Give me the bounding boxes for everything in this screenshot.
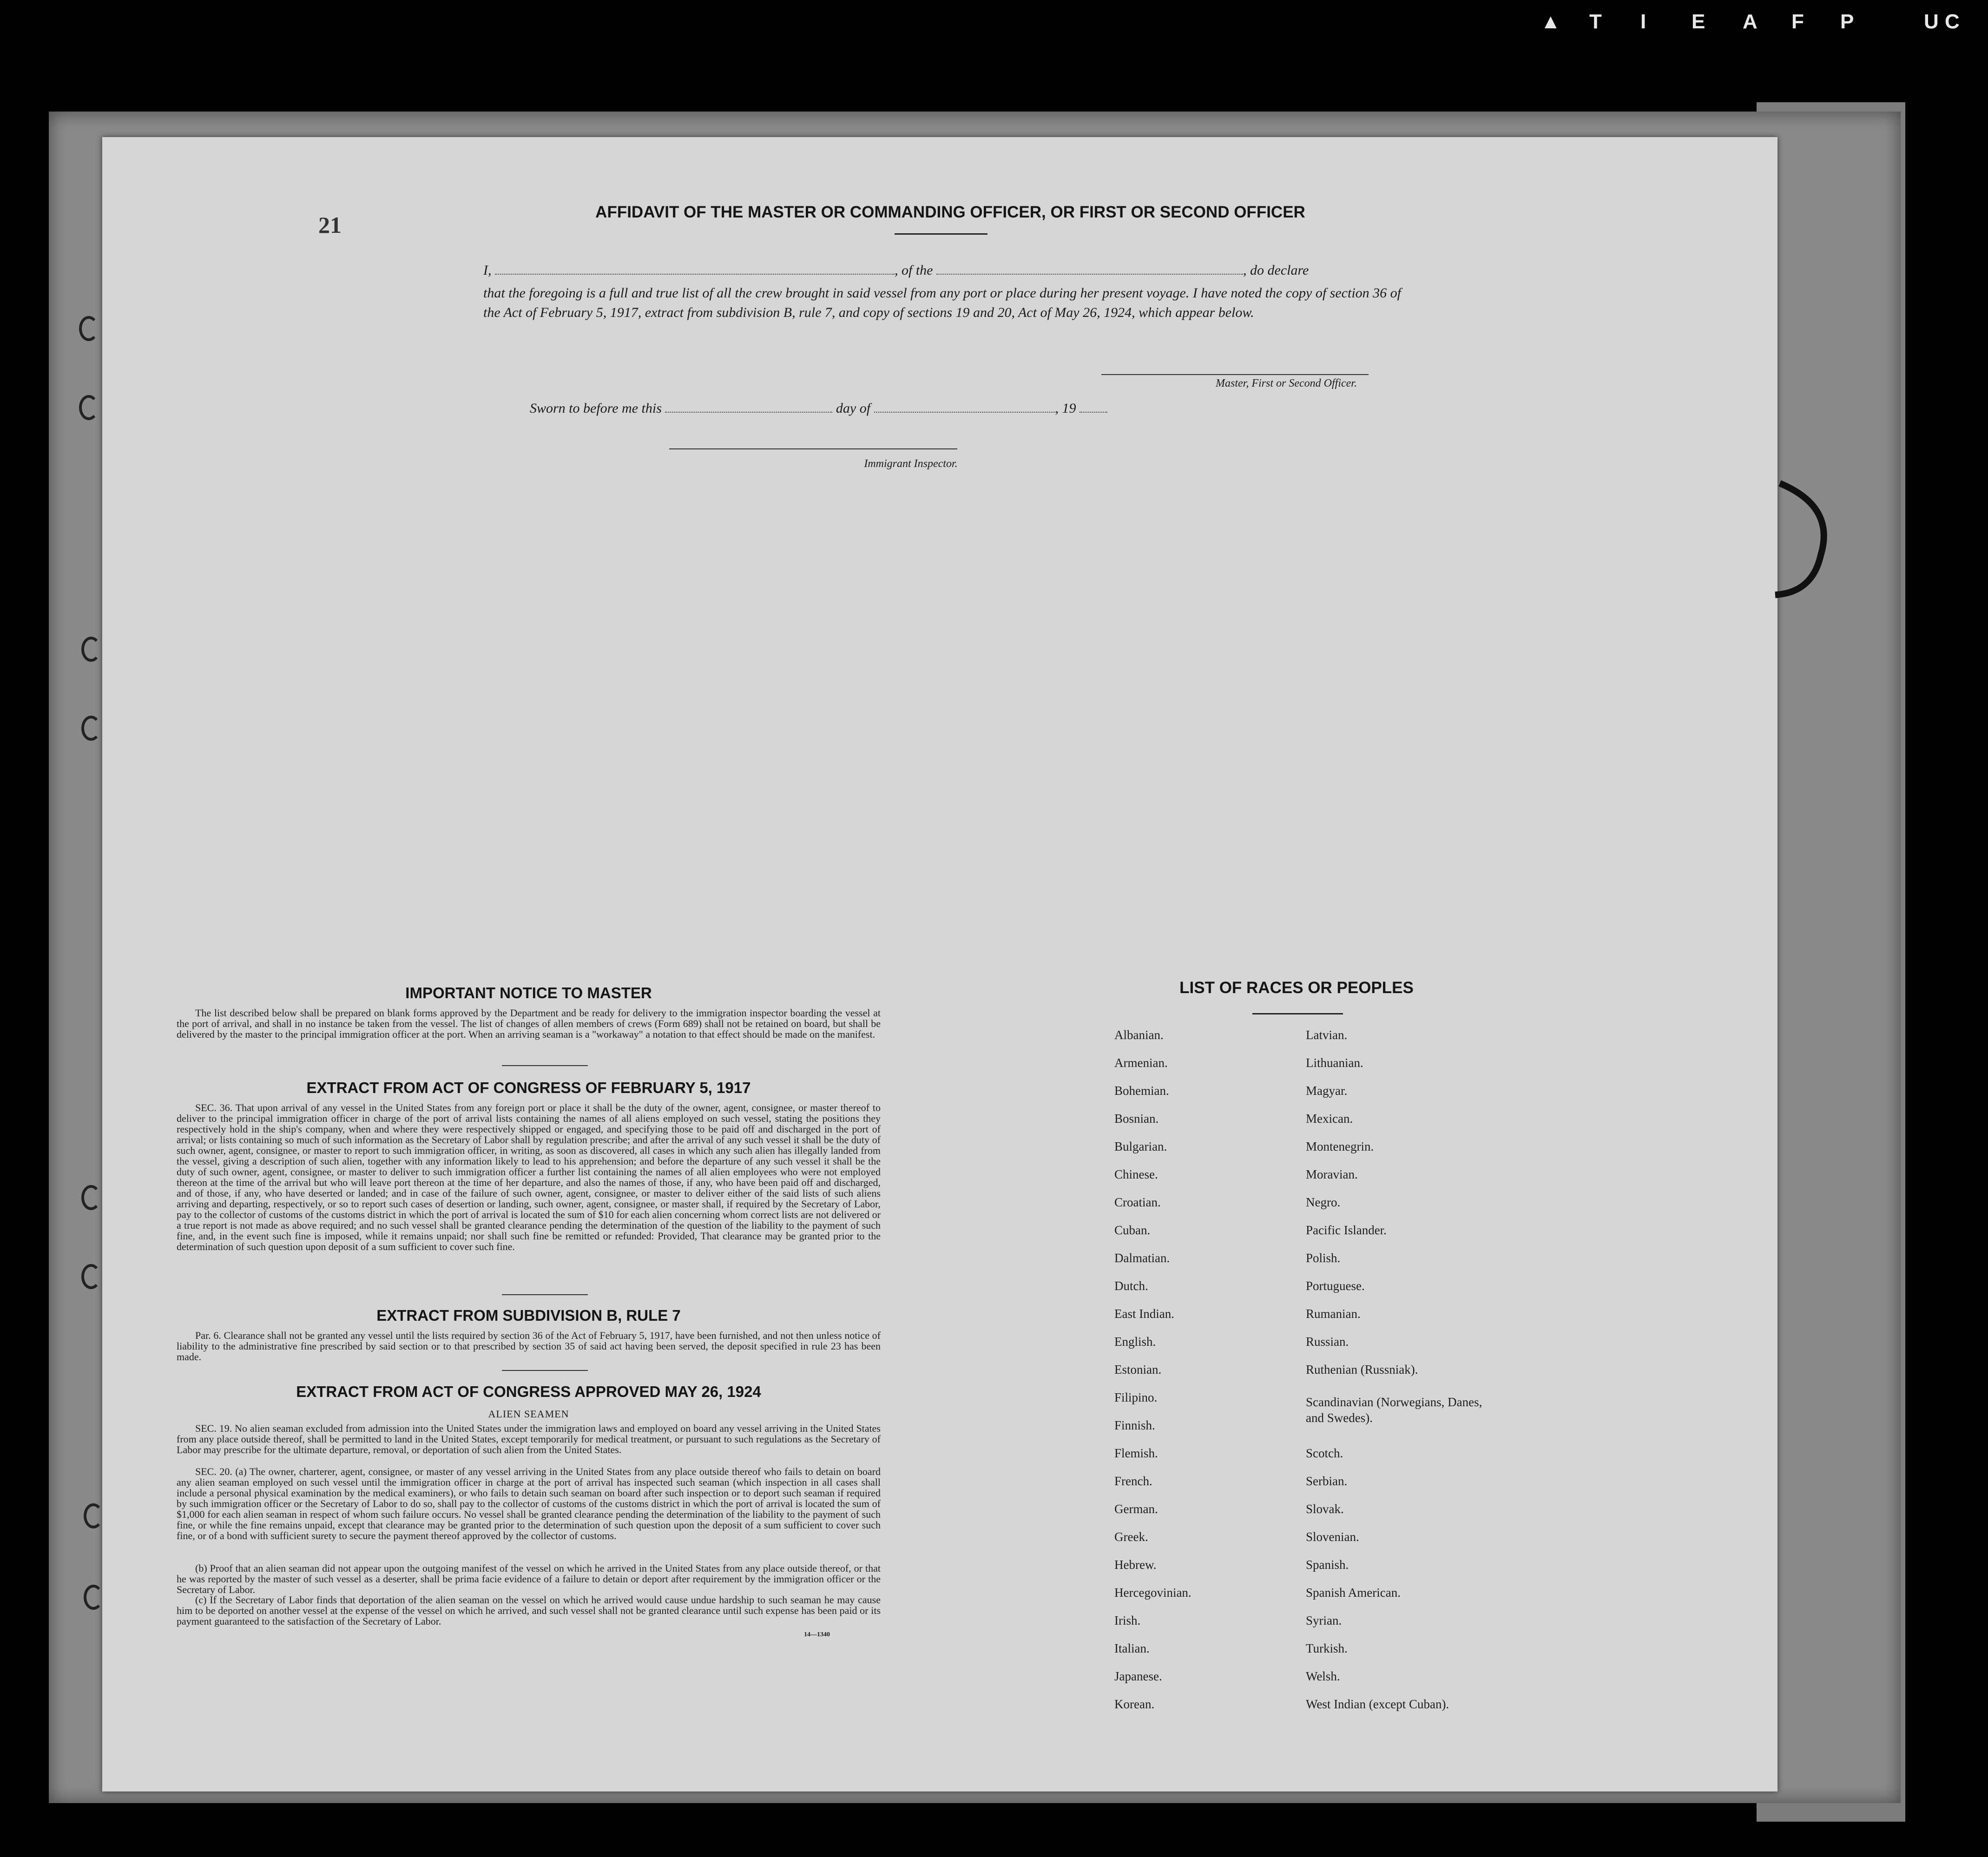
sworn-day-blank[interactable] bbox=[665, 412, 832, 413]
top-mark: U bbox=[1924, 10, 1940, 33]
affidavit-body: that the foregoing is a full and true list of all the crew brought in said vessel from any port or place during her present voyage. I have noted the copy of section 36 of the Act of February 5, 1917, extract from subdivision B, rule 7, and copy of sections 19 and 20, Act of May 26, 1924, which appear below. bbox=[483, 285, 1401, 320]
sworn-label: Sworn to before me this bbox=[530, 401, 662, 416]
race-item: Bulgarian. bbox=[1114, 1139, 1167, 1153]
extract-rule7-title: EXTRACT FROM SUBDIVISION B, RULE 7 bbox=[376, 1307, 681, 1324]
extract-rule7-text: Par. 6. Clearance shall not be granted any vessel until the lists required by section 36 of the Act of February 5, 1917, have been furnished, and not then unless notice of liability to the administrative fine prescribed by said section or to that prescribed by section 35 of said act having been served, the deposit specified in rule 23 has been made. bbox=[177, 1330, 881, 1363]
race-item: West Indian (except Cuban). bbox=[1306, 1697, 1449, 1711]
affidavit-title: AFFIDAVIT OF THE MASTER OR COMMANDING OFFICER, OR FIRST OR SECOND OFFICER bbox=[595, 203, 1305, 221]
race-item: Rumanian. bbox=[1306, 1307, 1361, 1321]
race-item: Korean. bbox=[1114, 1697, 1155, 1711]
race-item: Turkish. bbox=[1306, 1641, 1348, 1655]
binder-hole-icon bbox=[84, 1503, 103, 1528]
signature-label: Master, First or Second Officer. bbox=[1216, 377, 1357, 389]
extract-1917-title: EXTRACT FROM ACT OF CONGRESS OF FEBRUARY 5, 1917 bbox=[306, 1079, 751, 1096]
section-divider bbox=[502, 1370, 588, 1371]
race-item: Montenegrin. bbox=[1306, 1139, 1374, 1153]
race-item: Irish. bbox=[1114, 1613, 1141, 1627]
race-item: Negro. bbox=[1306, 1195, 1341, 1209]
binder-hole-icon bbox=[81, 1185, 101, 1210]
sworn-year-blank[interactable] bbox=[1080, 412, 1107, 413]
race-item: Scandinavian (Norwegians, Danes, and Swedes). bbox=[1306, 1395, 1482, 1425]
sec20c-text: (c) If the Secretary of Labor finds that deportation of the alien seaman on the vessel on which he arrived would cause undue hardship to such seaman he may cause him to be deported on another vessel at the expense of the vessel on which he arrived, and such vessel shall not be granted clearance until such expense has been paid or its payment guaranteed to the satisfaction of the Secretary of Labor. bbox=[177, 1594, 881, 1627]
race-item: Estonian. bbox=[1114, 1363, 1162, 1376]
races-title: LIST OF RACES OR PEOPLES bbox=[1179, 979, 1414, 997]
extract-1924-subtitle: ALIEN SEAMEN bbox=[488, 1408, 569, 1420]
race-item: Chinese. bbox=[1114, 1167, 1158, 1181]
top-mark: A bbox=[1743, 10, 1758, 33]
year-label: , 19 bbox=[1055, 401, 1076, 416]
top-mark: F bbox=[1791, 10, 1805, 33]
top-mark: C bbox=[1945, 10, 1961, 33]
race-item: Pacific Islander. bbox=[1306, 1223, 1387, 1237]
race-item: Hercegovinian. bbox=[1114, 1586, 1191, 1600]
top-mark: P bbox=[1840, 10, 1855, 33]
race-item: Mexican. bbox=[1306, 1112, 1353, 1126]
race-item: Polish. bbox=[1306, 1251, 1341, 1265]
top-mark: E bbox=[1692, 10, 1706, 33]
race-item: Portuguese. bbox=[1306, 1279, 1365, 1293]
race-item: Spanish. bbox=[1306, 1558, 1349, 1572]
binder-hole-icon bbox=[81, 716, 101, 741]
name-blank[interactable] bbox=[495, 274, 895, 275]
race-item: Latvian. bbox=[1306, 1028, 1348, 1042]
notice-text: The list described below shall be prepared on blank forms approved by the Department and be ready for delivery to the immigration inspector boarding the vessel at the port of arrival, and shall in no instance be taken from the vessel. The list of changes of allen members of crews (Form 689) shall not be retained on board, but shall be delivered by the master to the principal immigration officer at the port. When an arriving seaman is a "workaway" a notation to that effect should be made on the manifest. bbox=[177, 1007, 881, 1040]
race-item: Slovenian. bbox=[1306, 1530, 1359, 1544]
binder-hole-icon bbox=[79, 316, 99, 341]
top-mark: T bbox=[1589, 10, 1603, 33]
race-item: Japanese. bbox=[1114, 1669, 1162, 1683]
affidavit-declaration-line bbox=[483, 263, 1413, 278]
race-item: Croatian. bbox=[1114, 1195, 1161, 1209]
race-item: Dutch. bbox=[1114, 1279, 1148, 1293]
vessel-blank[interactable] bbox=[936, 274, 1243, 275]
extract-1924-title: EXTRACT FROM ACT OF CONGRESS APPROVED MAY 26, 1924 bbox=[296, 1383, 761, 1400]
race-item: Italian. bbox=[1114, 1641, 1150, 1655]
race-item: German. bbox=[1114, 1502, 1158, 1516]
day-of-label: day of bbox=[836, 401, 871, 416]
race-item: Ruthenian (Russniak). bbox=[1306, 1363, 1418, 1376]
handwritten-mark-icon bbox=[1766, 474, 1836, 604]
race-item: Slovak. bbox=[1306, 1502, 1344, 1516]
declare-label: , do declare bbox=[1243, 263, 1309, 278]
race-item: English. bbox=[1114, 1335, 1156, 1349]
race-item: Greek. bbox=[1114, 1530, 1148, 1544]
binder-hole-icon bbox=[84, 1585, 103, 1610]
top-mark: I bbox=[1640, 10, 1647, 33]
race-item: Dalmatian. bbox=[1114, 1251, 1170, 1265]
race-item: Lithuanian. bbox=[1306, 1056, 1363, 1070]
section-divider bbox=[502, 1294, 588, 1295]
form-number: 14—1340 bbox=[804, 1631, 830, 1638]
inspector-signature-line[interactable] bbox=[669, 448, 957, 449]
race-item: East Indian. bbox=[1114, 1307, 1174, 1321]
race-item: Welsh. bbox=[1306, 1669, 1340, 1683]
race-item: Spanish American. bbox=[1306, 1586, 1401, 1600]
races-divider bbox=[1252, 1013, 1343, 1014]
sworn-line bbox=[530, 401, 1107, 416]
notice-title: IMPORTANT NOTICE TO MASTER bbox=[405, 984, 652, 1001]
race-item: Bosnian. bbox=[1114, 1112, 1159, 1126]
race-item: French. bbox=[1114, 1474, 1152, 1488]
race-item: Flemish. bbox=[1114, 1446, 1158, 1460]
race-item: Serbian. bbox=[1306, 1474, 1348, 1488]
race-item: Bohemian. bbox=[1114, 1084, 1169, 1098]
race-item: Scotch. bbox=[1306, 1446, 1343, 1460]
sworn-month-blank[interactable] bbox=[874, 412, 1055, 413]
sec19-text: SEC. 19. No alien seaman excluded from admission into the United States under the immigration laws and employed on board any vessel arriving in the United States from any place outside thereof, shall be permitted to land in the United States, except temporarily for medical treatment, or pursuant to such regulations as the Secretary of Labor may prescribe for the ultimate departure, removal, or deportation of such alien from the United States. bbox=[177, 1422, 881, 1455]
race-item: Hebrew. bbox=[1114, 1558, 1157, 1572]
race-item: Albanian. bbox=[1114, 1028, 1164, 1042]
race-item: Finnish. bbox=[1114, 1418, 1155, 1432]
race-item: Moravian. bbox=[1306, 1167, 1358, 1181]
pronoun-label: I, bbox=[483, 263, 492, 278]
race-item: Russian. bbox=[1306, 1335, 1349, 1349]
race-item: Armenian. bbox=[1114, 1056, 1168, 1070]
race-item: Cuban. bbox=[1114, 1223, 1151, 1237]
binder-hole-icon bbox=[81, 1264, 101, 1289]
title-divider bbox=[895, 233, 987, 235]
extract-1917-text: SEC. 36. That upon arrival of any vessel in the United States from any foreign port or place it shall be the duty of the owner, agent, consignee, or master thereof to deliver to the principal immigration officer in charge of the port of arrival lists containing the names of all aliens employed on such vessel, stating the positions they respectively hold in the ship's company, when and where they were respectively shipped or engaged, and specifying those to be paid off and discharged in the port of arrival; or lists containing so much of such information as the Secretary of Labor shall by regulation prescribe; and after the arrival of any such vessel it shall be the duty of such owner, agent, consignee, or master to report to such immigration officer, in writing, as soon as discovered, all cases in which any such alien has illegally landed from the vessel, giving a description of such alien, together with any information likely to lead to his apprehension; and before the departure of any such vessel it shall be the duty of such owner, agent, consignee, or master to deliver to such immigration officer a further list containing the names of all alien employees who were not employed thereon at the time of the arrival but who will leave port thereon at the time of her departure, and also the names of those, if any, who have been paid off and discharged, and of those, if any, who have deserted or landed; and in case of the failure of such owner, agent, consignee, or master to deliver either of the said lists of such aliens arriving and departing, respectively, or so to report such cases of desertion or landing, such owner, agent, consignee, or master shall, if required by the Secretary of Labor, pay to the collector of customs of the customs district in which the port of arrival is located the sum of $10 for each alien concerning whom correct lists are not delivered or a true report is not made as above required; and no such vessel shall be granted clearance pending the determination of the question of the liability to the payment of such fine, and, in the event such fine is imposed, while it remains unpaid; nor shall such fine be remitted or refunded: Provided, That clearance may be granted prior to the determination of such question upon deposit of a sum sufficient to cover such fine. bbox=[177, 1102, 881, 1252]
section-divider bbox=[502, 1065, 588, 1066]
sec20a-text: SEC. 20. (a) The owner, charterer, agent, consignee, or master of any vessel arriving in the United States from any place outside thereof who fails to detain on board any alien seaman employed on such vessel until the immigration officer in charge at the port of arrival has inspected such seaman (which inspection in all cases shall include a personal physical examination by the medical examiners), or who fails to detain such seaman on board after such inspection or to deport such seaman if required by such immigration officer or the Secretary of Labor to do so, shall pay to the collector of customs of the customs district in which the port of arrival is located the sum of $1,000 for each alien seaman in respect of whom such failure occurs. No vessel shall be granted clearance pending the determination of the liability to the payment of such fine, or while the fine remains unpaid, except that clearance may be granted prior to the determination of such question upon the deposit of a sum sufficient to cover such fine, or of a bond with sufficient surety to secure the payment thereof approved by the collector of customs. bbox=[177, 1466, 881, 1541]
of-the-label: , of the bbox=[895, 263, 933, 278]
form-page bbox=[102, 137, 1777, 1791]
binder-hole-icon bbox=[79, 395, 99, 420]
race-item: Syrian. bbox=[1306, 1613, 1342, 1627]
inspector-label: Immigrant Inspector. bbox=[864, 458, 958, 470]
page-number: 21 bbox=[318, 212, 342, 238]
top-mark: ▲ bbox=[1540, 10, 1562, 33]
signature-line[interactable] bbox=[1101, 374, 1369, 375]
race-item: Filipino. bbox=[1114, 1390, 1158, 1404]
sec20b-text: (b) Proof that an alien seaman did not appear upon the outgoing manifest of the vessel on which he arrived in the United States from any place outside thereof, or that he was reported by the master of such vessel as a deserter, shall be prima facie evidence of a failure to detain or deport after requirement by the immigration officer or the Secretary of Labor. bbox=[177, 1562, 881, 1595]
binder-hole-icon bbox=[81, 637, 101, 662]
race-item: Magyar. bbox=[1306, 1084, 1348, 1098]
